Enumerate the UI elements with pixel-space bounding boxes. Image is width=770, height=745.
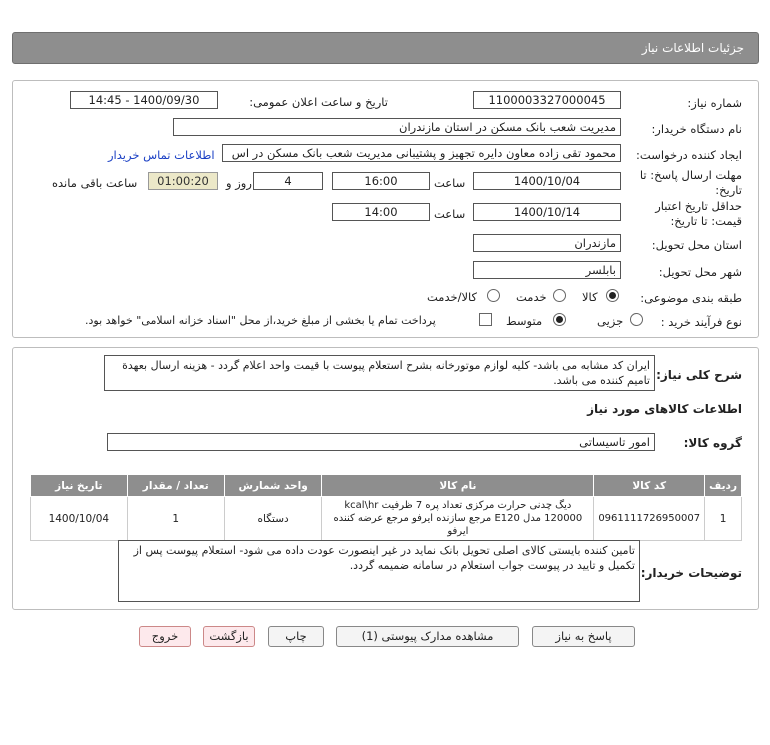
city-label: شهر محل تحویل:	[658, 265, 742, 279]
col-qty: تعداد / مقدار	[127, 475, 224, 497]
reply-deadline-label	[640, 168, 742, 198]
validity-time-field: 14:00	[332, 203, 430, 221]
price-validity-label-line2: قیمت: تا تاریخ:	[670, 214, 742, 228]
goods-info-title: اطلاعات کالاهای مورد نیاز	[587, 402, 742, 416]
table-header-row	[31, 475, 742, 497]
buyer-notes-box: تامین کننده بایستی کالای اصلی تحویل بانک نماید در غیر اینصورت عودت داده می شود- استعلام پیوست پس از تکمیل و تایید در پیوست جواب استعلام در سامانه ضمیمه گردد.	[118, 540, 640, 602]
validity-date-field: 1400/10/14	[473, 203, 621, 221]
cell-unit: دستگاه	[224, 497, 322, 541]
cell-name: دیگ چدنی حرارت مرکزی تعداد پره 7 ظرفیت kcal\hr 120000 مدل E120 مرجع سازنده ایرفو مرجع عرضه کننده ایرفو	[322, 497, 594, 541]
reply-deadline-label-line2: تاریخ:	[715, 183, 742, 197]
col-code: کد کالا	[594, 475, 705, 497]
reply-date-field: 1400/10/04	[473, 172, 621, 190]
requester-label: ایجاد کننده درخواست:	[636, 148, 742, 162]
col-unit: واحد شمارش	[224, 475, 322, 497]
province-label: استان محل تحویل:	[651, 238, 742, 252]
back-button[interactable]: بازگشت	[203, 626, 255, 647]
reply-button[interactable]: پاسخ به نیاز	[532, 626, 635, 647]
days-label: روز و	[226, 176, 252, 190]
category-radio-service[interactable]	[553, 289, 566, 302]
announce-field: 1400/09/30 - 14:45	[70, 91, 218, 109]
reply-time-field: 16:00	[332, 172, 430, 190]
need-number-label: شماره نیاز:	[687, 96, 742, 110]
treasury-payment-note: پرداخت تمام یا بخشی از مبلغ خرید،از محل "اسناد خزانه اسلامی" خواهد بود.	[85, 314, 436, 327]
reply-days-field: 4	[253, 172, 323, 190]
items-table	[30, 474, 742, 541]
province-field: مازندران	[473, 234, 621, 252]
table-row	[31, 497, 742, 541]
need-number-field: 1100003327000045	[473, 91, 621, 109]
category-radio-goods-service[interactable]	[487, 289, 500, 302]
buyer-notes-label: توضیحات خریدار:	[640, 566, 742, 580]
page-title: جزئیات اطلاعات نیاز	[641, 41, 744, 55]
validity-time-label: ساعت	[434, 207, 466, 221]
reply-time-label: ساعت	[434, 176, 466, 190]
price-validity-label	[655, 199, 742, 229]
requester-field: محمود تقی زاده معاون دایره تجهیز و پشتیبانی مدیریت شعب بانک مسکن در اس	[222, 144, 621, 162]
exit-button[interactable]: خروج	[139, 626, 191, 647]
cell-row: 1	[705, 497, 742, 541]
process-radio-medium[interactable]	[553, 313, 566, 326]
process-option-minor: جزیی	[597, 314, 624, 328]
goods-group-label: گروه کالا:	[683, 436, 742, 450]
col-name: نام کالا	[322, 475, 594, 497]
category-option-goods: کالا	[582, 290, 598, 304]
buyer-org-label: نام دستگاه خریدار:	[651, 122, 742, 136]
price-validity-label-line1: حداقل تاریخ اعتبار	[655, 199, 742, 213]
col-date: تاریخ نیاز	[31, 475, 128, 497]
announce-label: تاریخ و ساعت اعلان عمومی:	[249, 95, 388, 109]
category-option-service: خدمت	[516, 290, 547, 304]
page-title-bar	[12, 32, 759, 64]
treasury-payment-checkbox[interactable]	[479, 313, 492, 326]
remaining-label: ساعت باقی مانده	[52, 176, 138, 190]
cell-qty: 1	[127, 497, 224, 541]
description-label: شرح کلی نیاز:	[656, 368, 742, 382]
buyer-org-field: مدیریت شعب بانک مسکن در استان مازندران	[173, 118, 621, 136]
process-option-medium: متوسط	[506, 314, 543, 328]
attachments-button[interactable]: مشاهده مدارک پیوستی (1)	[336, 626, 519, 647]
description-box: ایران کد مشابه می باشد- کلیه لوازم موتورخانه بشرح استعلام پیوست با قیمت واحد اعلام گردد - هزینه ارسال بعهدة تامیم کننده می باشد.	[104, 355, 655, 391]
reply-deadline-label-line1: مهلت ارسال پاسخ: تا	[639, 168, 742, 182]
category-label: طبقه بندی موضوعی:	[640, 291, 742, 305]
remaining-time-field: 01:00:20	[148, 172, 218, 190]
cell-code: 0961111726950007	[594, 497, 705, 541]
goods-group-field: امور تاسیساتی	[107, 433, 655, 451]
category-option-goods-service: کالا/خدمت	[427, 290, 478, 304]
city-field: بابلسر	[473, 261, 621, 279]
buyer-contact-link[interactable]: اطلاعات تماس خریدار	[108, 148, 215, 162]
category-radio-goods[interactable]	[606, 289, 619, 302]
print-button[interactable]: چاپ	[268, 626, 324, 647]
col-row: ردیف	[705, 475, 742, 497]
process-radio-minor[interactable]	[630, 313, 643, 326]
process-label: نوع فرآیند خرید :	[660, 315, 742, 329]
cell-date: 1400/10/04	[31, 497, 128, 541]
